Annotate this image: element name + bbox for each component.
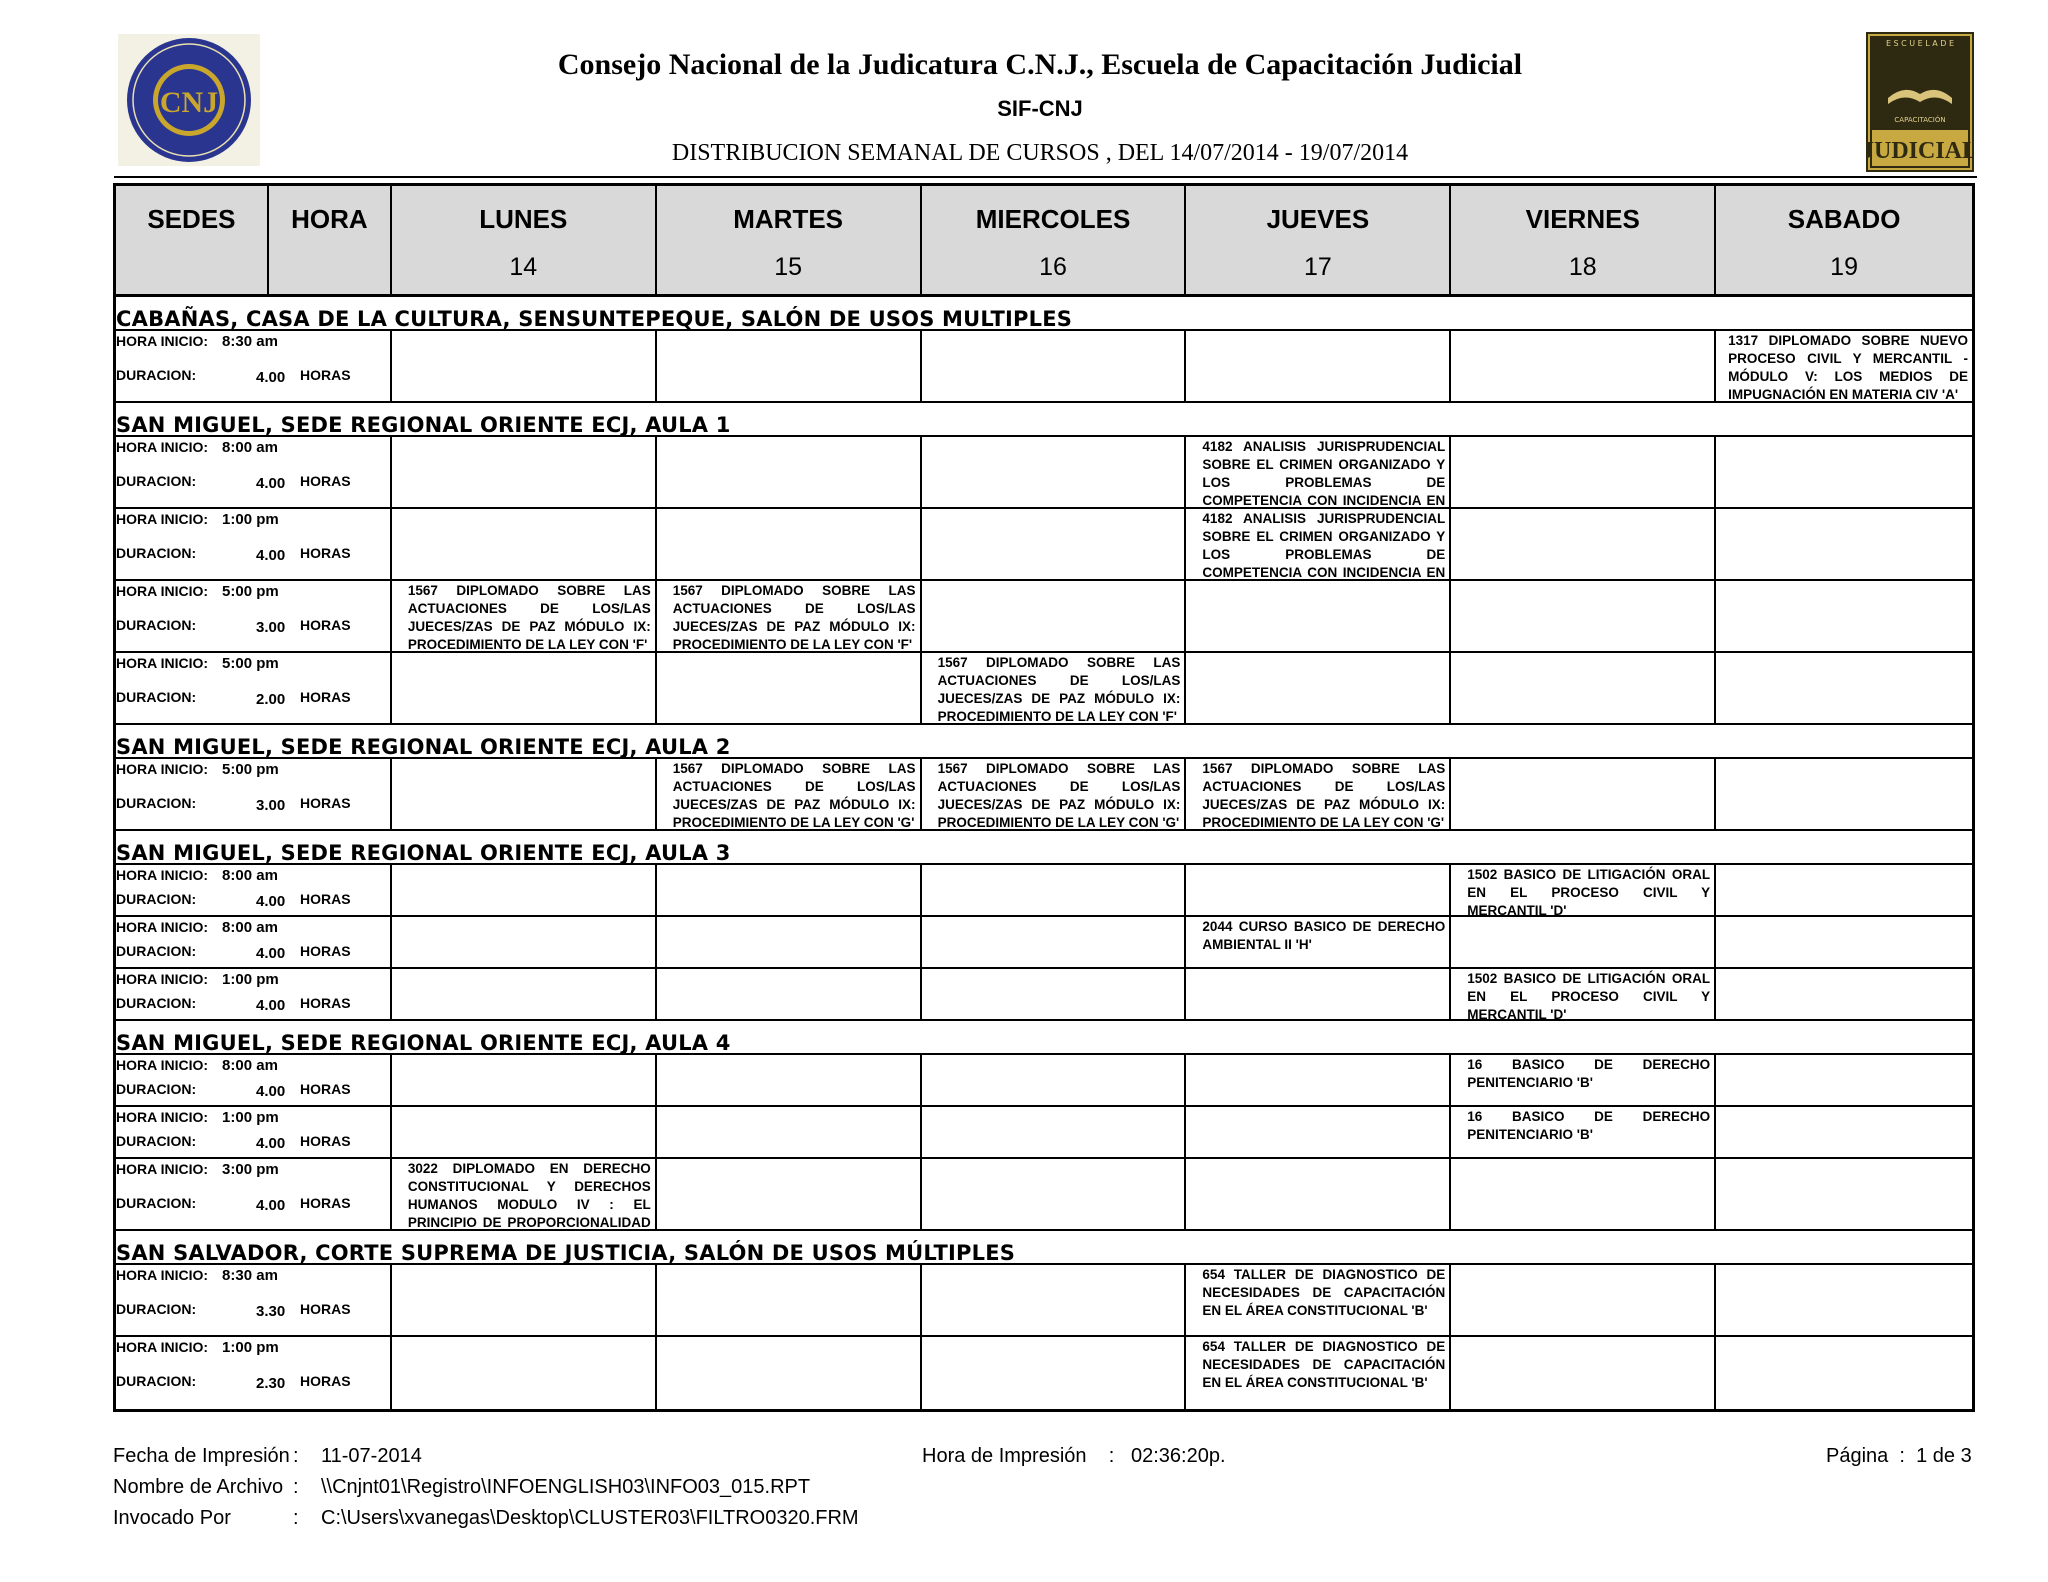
course-cell-lunes: 1567 DIPLOMADO SOBRE LAS ACTUACIONES DE LOS/LAS JUECES/ZAS DE PAZ MÓDULO IX: PROCEDIMIENTO DE LA LEY CON 'F'	[392, 581, 657, 651]
course-cell-miercoles: 1567 DIPLOMADO SOBRE LAS ACTUACIONES DE LOS/LAS JUECES/ZAS DE PAZ MÓDULO IX: PROCEDIMIENTO DE LA LEY CON 'F'	[922, 653, 1187, 723]
time-cell	[116, 581, 392, 651]
course-cell-lunes: 3022 DIPLOMADO EN DERECHO CONSTITUCIONAL Y DERECHOS HUMANOS MODULO IV : EL PRINCIPIO DE PROPORCIONALIDAD	[392, 1159, 657, 1229]
course-cell-jueves: 654 TALLER DE DIAGNOSTICO DE NECESIDADES DE CAPACITACIÓN EN EL ÁREA CONSTITUCIONAL 'B'	[1186, 1337, 1451, 1409]
duration-label: DURACION:	[116, 617, 197, 633]
start-time-label: HORA INICIO:	[116, 1161, 209, 1177]
time-cell	[116, 969, 392, 1019]
start-time-value: 1:00 pm	[222, 1339, 279, 1356]
duration-unit: HORAS	[300, 367, 351, 383]
course-cell-sabado	[1716, 653, 1972, 723]
duration: DURACION: 2.00 HORAS	[116, 689, 351, 708]
course-cell-sabado	[1716, 1265, 1972, 1335]
column-header-sabado: SABADO 19	[1787, 204, 1901, 281]
course-cell-miercoles	[922, 1159, 1187, 1229]
start-time-label: HORA INICIO:	[116, 1057, 209, 1073]
start-time-value: 8:00 am	[222, 439, 278, 456]
report-title: Consejo Nacional de la Judicatura C.N.J., Escuela de Capacitación Judicial	[557, 48, 1523, 81]
schedule-row	[116, 759, 1972, 831]
file-name-value: \\Cnjnt01\Registro\INFOENGLISH03\INFO03_015.RPT	[321, 1476, 811, 1498]
course-cell-miercoles	[922, 1337, 1187, 1409]
course-cell-viernes	[1451, 509, 1716, 579]
duration: DURACION: 4.00 HORAS	[116, 891, 351, 910]
start-time-value: 8:00 am	[222, 919, 278, 936]
course-cell-jueves	[1186, 1055, 1451, 1105]
print-time	[922, 1445, 1226, 1468]
course-cell-lunes	[392, 1337, 657, 1409]
duration-unit: HORAS	[300, 891, 351, 907]
time-cell	[116, 1107, 392, 1157]
duration-unit: HORAS	[300, 689, 351, 705]
start-time-label: HORA INICIO:	[116, 439, 209, 455]
schedule-row	[116, 653, 1972, 725]
course-cell-sabado	[1716, 509, 1972, 579]
sede-header	[116, 1021, 1972, 1055]
schedule-row	[116, 969, 1972, 1021]
course-cell-jueves: 4182 ANALISIS JURISPRUDENCIAL SOBRE EL CRIMEN ORGANIZADO Y LOS PROBLEMAS DE COMPETENCIA CON INCIDENCIA EN	[1186, 437, 1451, 507]
sede-header	[116, 1231, 1972, 1265]
start-time	[116, 583, 279, 600]
start-time-value: 8:30 am	[222, 1267, 278, 1284]
duration-label: DURACION:	[116, 943, 197, 959]
duration-label: DURACION:	[116, 545, 197, 561]
duration-unit: HORAS	[300, 795, 351, 811]
duration-label: DURACION:	[116, 1195, 197, 1211]
start-time-label: HORA INICIO:	[116, 333, 209, 349]
time-cell	[116, 437, 392, 507]
course-cell-viernes: 16 BASICO DE DERECHO PENITENCIARIO 'B'	[1451, 1055, 1716, 1105]
print-date-value: 11-07-2014	[321, 1445, 422, 1467]
course-cell-jueves	[1186, 969, 1451, 1019]
course-cell-lunes	[392, 759, 657, 829]
duration-label: DURACION:	[116, 473, 197, 489]
schedule-row	[116, 865, 1972, 917]
start-time-label: HORA INICIO:	[116, 655, 209, 671]
course-cell-viernes	[1451, 653, 1716, 723]
start-time-value: 1:00 pm	[222, 511, 279, 528]
course-cell-lunes	[392, 865, 657, 915]
course-cell-miercoles: 1567 DIPLOMADO SOBRE LAS ACTUACIONES DE LOS/LAS JUECES/ZAS DE PAZ MÓDULO IX: PROCEDIMIENTO DE LA LEY CON 'G'	[922, 759, 1187, 829]
time-cell	[116, 653, 392, 723]
course-cell-martes	[657, 331, 922, 401]
column-header-jueves: JUEVES 17	[1186, 186, 1451, 294]
schedule-table	[113, 183, 1975, 1412]
sede-header	[116, 831, 1972, 865]
duration-label: DURACION:	[116, 1301, 197, 1317]
course-cell-lunes	[392, 917, 657, 967]
time-cell	[116, 1265, 392, 1335]
start-time	[116, 867, 278, 884]
course-cell-miercoles	[922, 1107, 1187, 1157]
schedule-row	[116, 331, 1972, 403]
sede-header	[116, 403, 1972, 437]
duration-unit: HORAS	[300, 545, 351, 561]
start-time-value: 8:00 am	[222, 867, 278, 884]
course-cell-sabado	[1716, 969, 1972, 1019]
start-time-value: 1:00 pm	[222, 971, 279, 988]
start-time	[116, 761, 279, 778]
course-cell-lunes	[392, 331, 657, 401]
course-cell-lunes	[392, 509, 657, 579]
course-cell-martes	[657, 1265, 922, 1335]
course-cell-miercoles	[922, 581, 1187, 651]
sede-name: SAN MIGUEL, SEDE REGIONAL ORIENTE ECJ, AULA 3	[116, 841, 731, 865]
course-cell-jueves	[1186, 653, 1451, 723]
course-cell-viernes	[1451, 331, 1716, 401]
table-header	[116, 186, 1972, 297]
svg-text:CAPACITACIÓN: CAPACITACIÓN	[1894, 116, 1946, 124]
course-cell-miercoles	[922, 509, 1187, 579]
course-cell-miercoles	[922, 1055, 1187, 1105]
time-cell	[116, 865, 392, 915]
course-cell-lunes	[392, 1265, 657, 1335]
column-header-miercoles: MIERCOLES 16	[922, 186, 1187, 294]
start-time-value: 5:00 pm	[222, 761, 279, 778]
duration: DURACION: 4.00 HORAS	[116, 1081, 351, 1100]
column-header-martes: MARTES 15	[657, 186, 922, 294]
course-cell-martes	[657, 509, 922, 579]
print-time-colon: :	[1108, 1445, 1115, 1467]
sede-name: CABAÑAS, CASA DE LA CULTURA, SENSUNTEPEQUE, SALÓN DE USOS MULTIPLES	[116, 307, 1073, 331]
course-cell-viernes	[1451, 1337, 1716, 1409]
start-time	[116, 971, 279, 988]
start-time-value: 8:00 am	[222, 1057, 278, 1074]
schedule-row	[116, 917, 1972, 969]
duration-label: DURACION:	[116, 1133, 197, 1149]
course-cell-viernes: 1502 BASICO DE LITIGACIÓN ORAL EN EL PROCESO CIVIL Y MERCANTIL 'D'	[1451, 969, 1716, 1019]
start-time-label: HORA INICIO:	[116, 867, 209, 883]
course-cell-martes	[657, 917, 922, 967]
sede-header	[116, 725, 1972, 759]
duration-unit: HORAS	[300, 995, 351, 1011]
start-time-label: HORA INICIO:	[116, 583, 209, 599]
start-time-label: HORA INICIO:	[116, 1339, 209, 1355]
duration-label: DURACION:	[116, 689, 197, 705]
file-name-colon: :	[293, 1476, 299, 1498]
duration: DURACION: 4.00 HORAS	[116, 1195, 351, 1214]
time-cell	[116, 759, 392, 829]
sede-name: SAN SALVADOR, CORTE SUPREMA DE JUSTICIA, SALÓN DE USOS MÚLTIPLES	[116, 1241, 1016, 1265]
start-time	[116, 333, 278, 350]
course-cell-viernes	[1451, 917, 1716, 967]
course-cell-viernes: 1502 BASICO DE LITIGACIÓN ORAL EN EL PROCESO CIVIL Y MERCANTIL 'D'	[1451, 865, 1716, 915]
course-cell-jueves: 2044 CURSO BASICO DE DERECHO AMBIENTAL II 'H'	[1186, 917, 1451, 967]
course-cell-viernes	[1451, 759, 1716, 829]
duration-unit: HORAS	[300, 473, 351, 489]
table-body	[116, 297, 1972, 1409]
svg-text:E S C U E L A D E: E S C U E L A D E	[1885, 39, 1955, 48]
course-cell-sabado	[1716, 1107, 1972, 1157]
start-time	[116, 439, 278, 456]
print-time-value: 02:36:20p.	[1131, 1445, 1226, 1467]
start-time-value: 3:00 pm	[222, 1161, 279, 1178]
course-cell-miercoles	[922, 917, 1187, 967]
course-cell-sabado	[1716, 1055, 1972, 1105]
print-date-line	[113, 1445, 859, 1476]
course-cell-jueves: 1567 DIPLOMADO SOBRE LAS ACTUACIONES DE LOS/LAS JUECES/ZAS DE PAZ MÓDULO IX: PROCEDIMIENTO DE LA LEY CON 'G'	[1186, 759, 1451, 829]
page-colon: :	[1899, 1445, 1905, 1467]
column-header-hora: HORA	[269, 186, 392, 294]
course-cell-miercoles	[922, 1265, 1187, 1335]
duration-unit: HORAS	[300, 617, 351, 633]
course-cell-miercoles	[922, 437, 1187, 507]
course-cell-sabado	[1716, 1337, 1972, 1409]
report-subtitle: SIF-CNJ	[997, 96, 1083, 121]
duration: DURACION: 2.30 HORAS	[116, 1373, 351, 1392]
duration: DURACION: 4.00 HORAS	[116, 1133, 351, 1152]
course-cell-martes	[657, 653, 922, 723]
course-cell-martes	[657, 865, 922, 915]
schedule-row	[116, 1337, 1972, 1409]
duration-unit: HORAS	[300, 1081, 351, 1097]
file-name-line	[113, 1476, 859, 1507]
start-time-label: HORA INICIO:	[116, 919, 209, 935]
sede-header	[116, 297, 1972, 331]
page-value: 1 de 3	[1916, 1445, 1972, 1467]
duration-unit: HORAS	[300, 943, 351, 959]
duration-unit: HORAS	[300, 1133, 351, 1149]
escuela-judicial-logo	[1866, 32, 1974, 172]
sede-name: SAN MIGUEL, SEDE REGIONAL ORIENTE ECJ, AULA 4	[116, 1031, 731, 1055]
course-cell-viernes	[1451, 1265, 1716, 1335]
course-cell-miercoles	[922, 969, 1187, 1019]
course-cell-jueves	[1186, 331, 1451, 401]
time-cell	[116, 331, 392, 401]
invoked-by-line	[113, 1507, 859, 1538]
header-divider	[114, 176, 1977, 178]
course-cell-jueves: 654 TALLER DE DIAGNOSTICO DE NECESIDADES DE CAPACITACIÓN EN EL ÁREA CONSTITUCIONAL 'B'	[1186, 1265, 1451, 1335]
report-period: DISTRIBUCION SEMANAL DE CURSOS , DEL 14/07/2014 - 19/07/2014	[671, 140, 1409, 166]
course-cell-sabado	[1716, 917, 1972, 967]
schedule-row	[116, 1265, 1972, 1337]
start-time	[116, 1267, 278, 1284]
start-time-value: 5:00 pm	[222, 655, 279, 672]
schedule-row	[116, 1159, 1972, 1231]
schedule-row	[116, 437, 1972, 509]
sede-name: SAN MIGUEL, SEDE REGIONAL ORIENTE ECJ, AULA 2	[116, 735, 731, 759]
start-time-value: 5:00 pm	[222, 583, 279, 600]
course-cell-sabado	[1716, 759, 1972, 829]
invoked-by-value: C:\Users\xvanegas\Desktop\CLUSTER03\FILTRO0320.FRM	[321, 1507, 859, 1529]
course-cell-martes	[657, 1337, 922, 1409]
course-cell-martes	[657, 437, 922, 507]
duration-label: DURACION:	[116, 367, 197, 383]
start-time-label: HORA INICIO:	[116, 1109, 209, 1125]
file-name-label: Nombre de Archivo	[113, 1476, 284, 1498]
duration: DURACION: 3.00 HORAS	[116, 617, 351, 636]
duration: DURACION: 3.00 HORAS	[116, 795, 351, 814]
course-cell-jueves: 4182 ANALISIS JURISPRUDENCIAL SOBRE EL CRIMEN ORGANIZADO Y LOS PROBLEMAS DE COMPETENCIA CON INCIDENCIA EN	[1186, 509, 1451, 579]
svg-text:JUDICIAL: JUDICIAL	[1866, 138, 1974, 164]
print-time-label: Hora de Impresión	[922, 1445, 1087, 1467]
course-cell-viernes: 16 BASICO DE DERECHO PENITENCIARIO 'B'	[1451, 1107, 1716, 1157]
sede-name: SAN MIGUEL, SEDE REGIONAL ORIENTE ECJ, AULA 1	[116, 413, 731, 437]
course-cell-martes: 1567 DIPLOMADO SOBRE LAS ACTUACIONES DE LOS/LAS JUECES/ZAS DE PAZ MÓDULO IX: PROCEDIMIENTO DE LA LEY CON 'F'	[657, 581, 922, 651]
course-cell-lunes	[392, 1107, 657, 1157]
course-cell-sabado	[1716, 437, 1972, 507]
start-time	[116, 1109, 279, 1126]
start-time	[116, 1339, 279, 1356]
course-cell-lunes	[392, 1055, 657, 1105]
start-time	[116, 511, 279, 528]
schedule-row	[116, 581, 1972, 653]
duration-label: DURACION:	[116, 1373, 197, 1389]
page-label: Página	[1826, 1445, 1889, 1467]
duration-label: DURACION:	[116, 795, 197, 811]
start-time-label: HORA INICIO:	[116, 971, 209, 987]
column-header-viernes: VIERNES 18	[1451, 186, 1716, 294]
svg-text:CNJ: CNJ	[159, 86, 219, 119]
course-cell-martes	[657, 1159, 922, 1229]
schedule-row	[116, 509, 1972, 581]
start-time-value: 1:00 pm	[222, 1109, 279, 1126]
duration: DURACION: 4.00 HORAS	[116, 367, 351, 386]
course-cell-sabado	[1716, 1159, 1972, 1229]
course-cell-jueves	[1186, 581, 1451, 651]
course-cell-sabado	[1716, 865, 1972, 915]
course-cell-martes	[657, 1055, 922, 1105]
duration-unit: HORAS	[300, 1373, 351, 1389]
duration-unit: HORAS	[300, 1301, 351, 1317]
time-cell	[116, 1055, 392, 1105]
course-cell-martes: 1567 DIPLOMADO SOBRE LAS ACTUACIONES DE LOS/LAS JUECES/ZAS DE PAZ MÓDULO IX: PROCEDIMIENTO DE LA LEY CON 'G'	[657, 759, 922, 829]
course-cell-lunes	[392, 969, 657, 1019]
duration: DURACION: 3.30 HORAS	[116, 1301, 351, 1320]
time-cell	[116, 917, 392, 967]
schedule-row	[116, 1055, 1972, 1107]
time-cell	[116, 509, 392, 579]
column-header-lunes: LUNES 14	[392, 186, 657, 294]
course-cell-miercoles	[922, 331, 1187, 401]
course-cell-martes	[657, 1107, 922, 1157]
schedule-row	[116, 1107, 1972, 1159]
course-cell-sabado: 1317 DIPLOMADO SOBRE NUEVO PROCESO CIVIL Y MERCANTIL - MÓDULO V: LOS MEDIOS DE IMPUGNACIÓN EN MATERIA CIV 'A'	[1728, 333, 1968, 401]
invoked-by-label: Invocado Por	[113, 1507, 231, 1529]
course-cell-viernes	[1451, 1159, 1716, 1229]
course-cell-viernes	[1451, 437, 1716, 507]
duration: DURACION: 4.00 HORAS	[116, 943, 351, 962]
start-time-label: HORA INICIO:	[116, 761, 209, 777]
course-cell-jueves	[1186, 865, 1451, 915]
start-time	[116, 1161, 279, 1178]
duration-label: DURACION:	[116, 891, 197, 907]
start-time-label: HORA INICIO:	[116, 511, 209, 527]
course-cell-martes	[657, 969, 922, 1019]
duration: DURACION: 4.00 HORAS	[116, 545, 351, 564]
start-time-label: HORA INICIO:	[116, 1267, 209, 1283]
cnj-seal-logo	[118, 34, 260, 166]
invoked-by-colon: :	[293, 1507, 299, 1529]
course-cell-viernes	[1451, 581, 1716, 651]
duration: DURACION: 4.00 HORAS	[116, 995, 351, 1014]
print-date-colon: :	[293, 1445, 299, 1467]
time-cell	[116, 1159, 392, 1229]
duration-label: DURACION:	[116, 1081, 197, 1097]
duration-unit: HORAS	[300, 1195, 351, 1211]
start-time	[116, 655, 279, 672]
start-time-value: 8:30 am	[222, 333, 278, 350]
start-time	[116, 919, 278, 936]
start-time	[116, 1057, 278, 1074]
duration: DURACION: 4.00 HORAS	[116, 473, 351, 492]
course-cell-sabado	[1716, 581, 1972, 651]
print-date-label: Fecha de Impresión	[113, 1445, 290, 1467]
course-cell-jueves	[1186, 1159, 1451, 1229]
course-cell-lunes	[392, 653, 657, 723]
course-cell-miercoles	[922, 865, 1187, 915]
column-header-sedes: SEDES	[116, 186, 269, 294]
duration-label: DURACION:	[116, 995, 197, 1011]
course-cell-jueves	[1186, 1107, 1451, 1157]
course-cell-lunes	[392, 437, 657, 507]
page-number	[1826, 1445, 1972, 1468]
time-cell	[116, 1337, 392, 1409]
print-info	[113, 1445, 859, 1538]
